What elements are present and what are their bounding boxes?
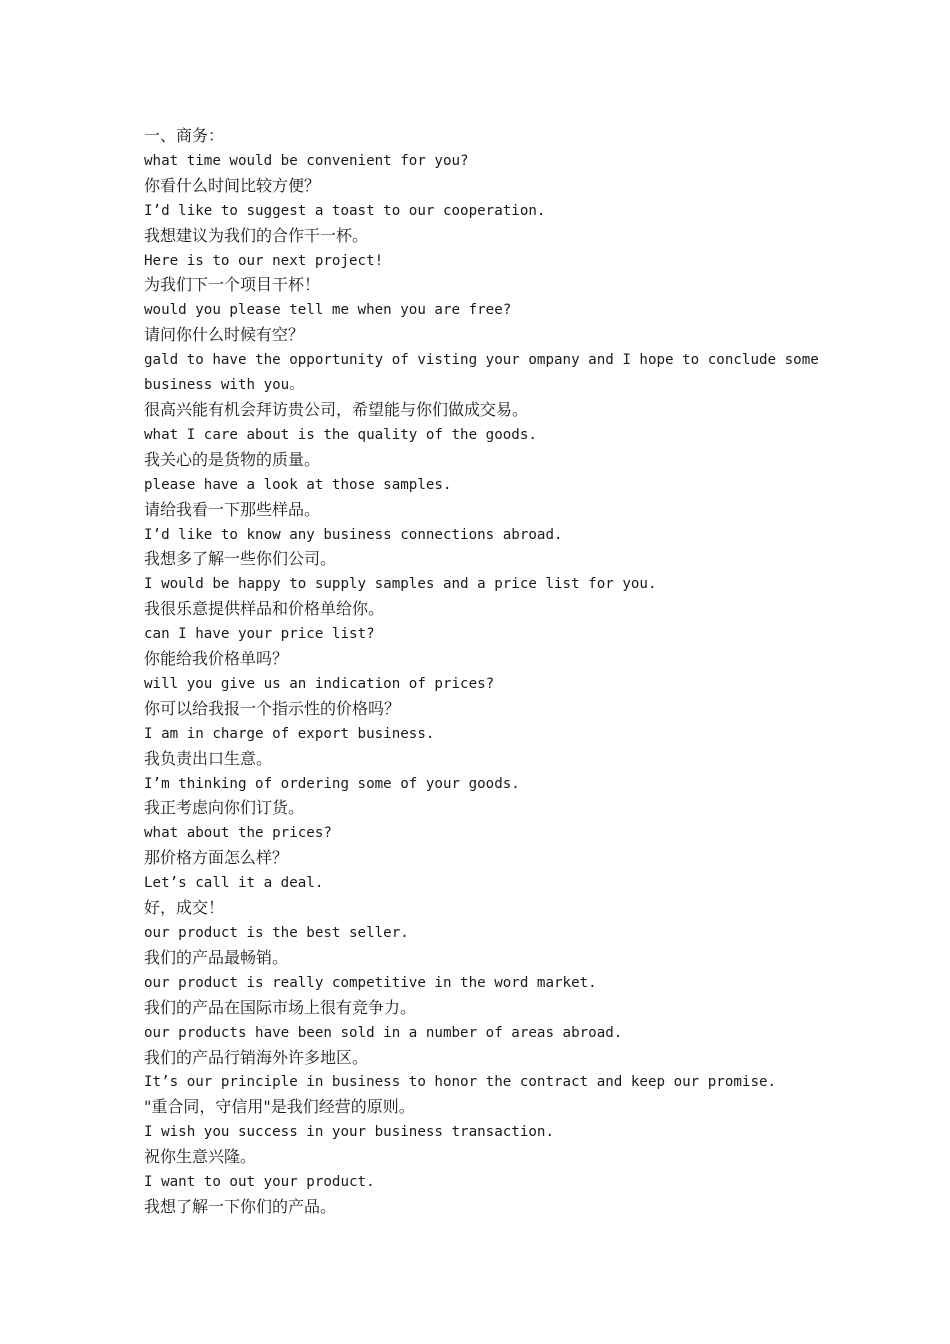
phrase-english: I’m thinking of ordering some of your goods. xyxy=(144,775,520,792)
phrase-english: what I care about is the quality of the goods. xyxy=(144,426,537,443)
phrase-chinese: 你看什么时间比较方便？ xyxy=(144,175,321,195)
phrase-english: would you please tell me when you are free? xyxy=(144,302,512,319)
phrase-english: Let’s call it a deal. xyxy=(144,875,324,892)
phrase-english: our product is really competitive in the word market. xyxy=(144,974,597,991)
phrase-chinese: 请问你什么时候有空？ xyxy=(144,325,305,345)
phrase-chinese: 我们的产品行销海外许多地区。 xyxy=(144,1047,369,1067)
phrase-chinese: 我正考虑向你们订货。 xyxy=(144,798,305,818)
phrase-english: please have a look at those samples. xyxy=(144,476,452,493)
phrase-english: our product is the best seller. xyxy=(144,925,409,941)
phrase-chinese: 祝你生意兴隆。 xyxy=(144,1147,257,1167)
phrase-english: what time would be convenient for you? xyxy=(144,152,469,169)
phrase-english: I wish you success in your business transaction. xyxy=(144,1124,554,1141)
phrase-english: I want to out your product. xyxy=(144,1174,375,1191)
phrase-chinese: 好，成交！ xyxy=(144,898,225,918)
phrase-chinese: 请给我看一下那些样品。 xyxy=(144,499,321,519)
phrase-english: can I have your price list? xyxy=(144,626,375,643)
phrase-chinese: 我很乐意提供样品和价格单给你。 xyxy=(144,599,385,619)
phrase-english: what about the prices? xyxy=(144,825,332,842)
phrase-english: I’d like to suggest a toast to our cooperation. xyxy=(144,202,546,219)
section-heading: 一、商务： xyxy=(144,126,225,145)
document-body xyxy=(144,124,844,1220)
phrase-chinese: 我想了解一下你们的产品。 xyxy=(144,1196,337,1216)
phrase-chinese: 很高兴能有机会拜访贵公司，希望能与你们做成交易。 xyxy=(144,399,529,419)
phrase-chinese: 你可以给我报一个指示性的价格吗？ xyxy=(144,698,401,718)
phrase-chinese: 为我们下一个项目干杯！ xyxy=(144,275,321,295)
phrase-english: I am in charge of export business. xyxy=(144,725,435,742)
phrase-chinese: 我负责出口生意。 xyxy=(144,748,273,768)
phrase-chinese: "重合同，守信用"是我们经营的原则。 xyxy=(144,1097,415,1117)
phrase-chinese: 我想多了解一些你们公司。 xyxy=(144,549,337,569)
phrase-chinese: 我们的产品最畅销。 xyxy=(144,947,289,967)
phrase-chinese: 你能给我价格单吗？ xyxy=(144,649,289,669)
phrase-english: It’s our principle in business to honor the contract and keep our promise. xyxy=(144,1074,777,1091)
phrase-english: I would be happy to supply samples and a price list for you. xyxy=(144,576,657,593)
phrase-english: will you give us an indication of prices? xyxy=(144,675,495,692)
phrase-chinese: 我们的产品在国际市场上很有竞争力。 xyxy=(144,997,417,1017)
phrase-english: gald to have the opportunity of visting your ompany and I hope to conclude some business with you。 xyxy=(144,352,819,394)
phrase-english: I’d like to know any business connections abroad. xyxy=(144,526,563,543)
phrase-chinese: 我想建议为我们的合作干一杯。 xyxy=(144,225,369,245)
phrase-chinese: 我关心的是货物的质量。 xyxy=(144,449,321,469)
phrase-chinese: 那价格方面怎么样？ xyxy=(144,848,289,868)
phrase-english: our products have been sold in a number of areas abroad. xyxy=(144,1024,623,1041)
phrase-english: Here is to our next project! xyxy=(144,252,384,269)
